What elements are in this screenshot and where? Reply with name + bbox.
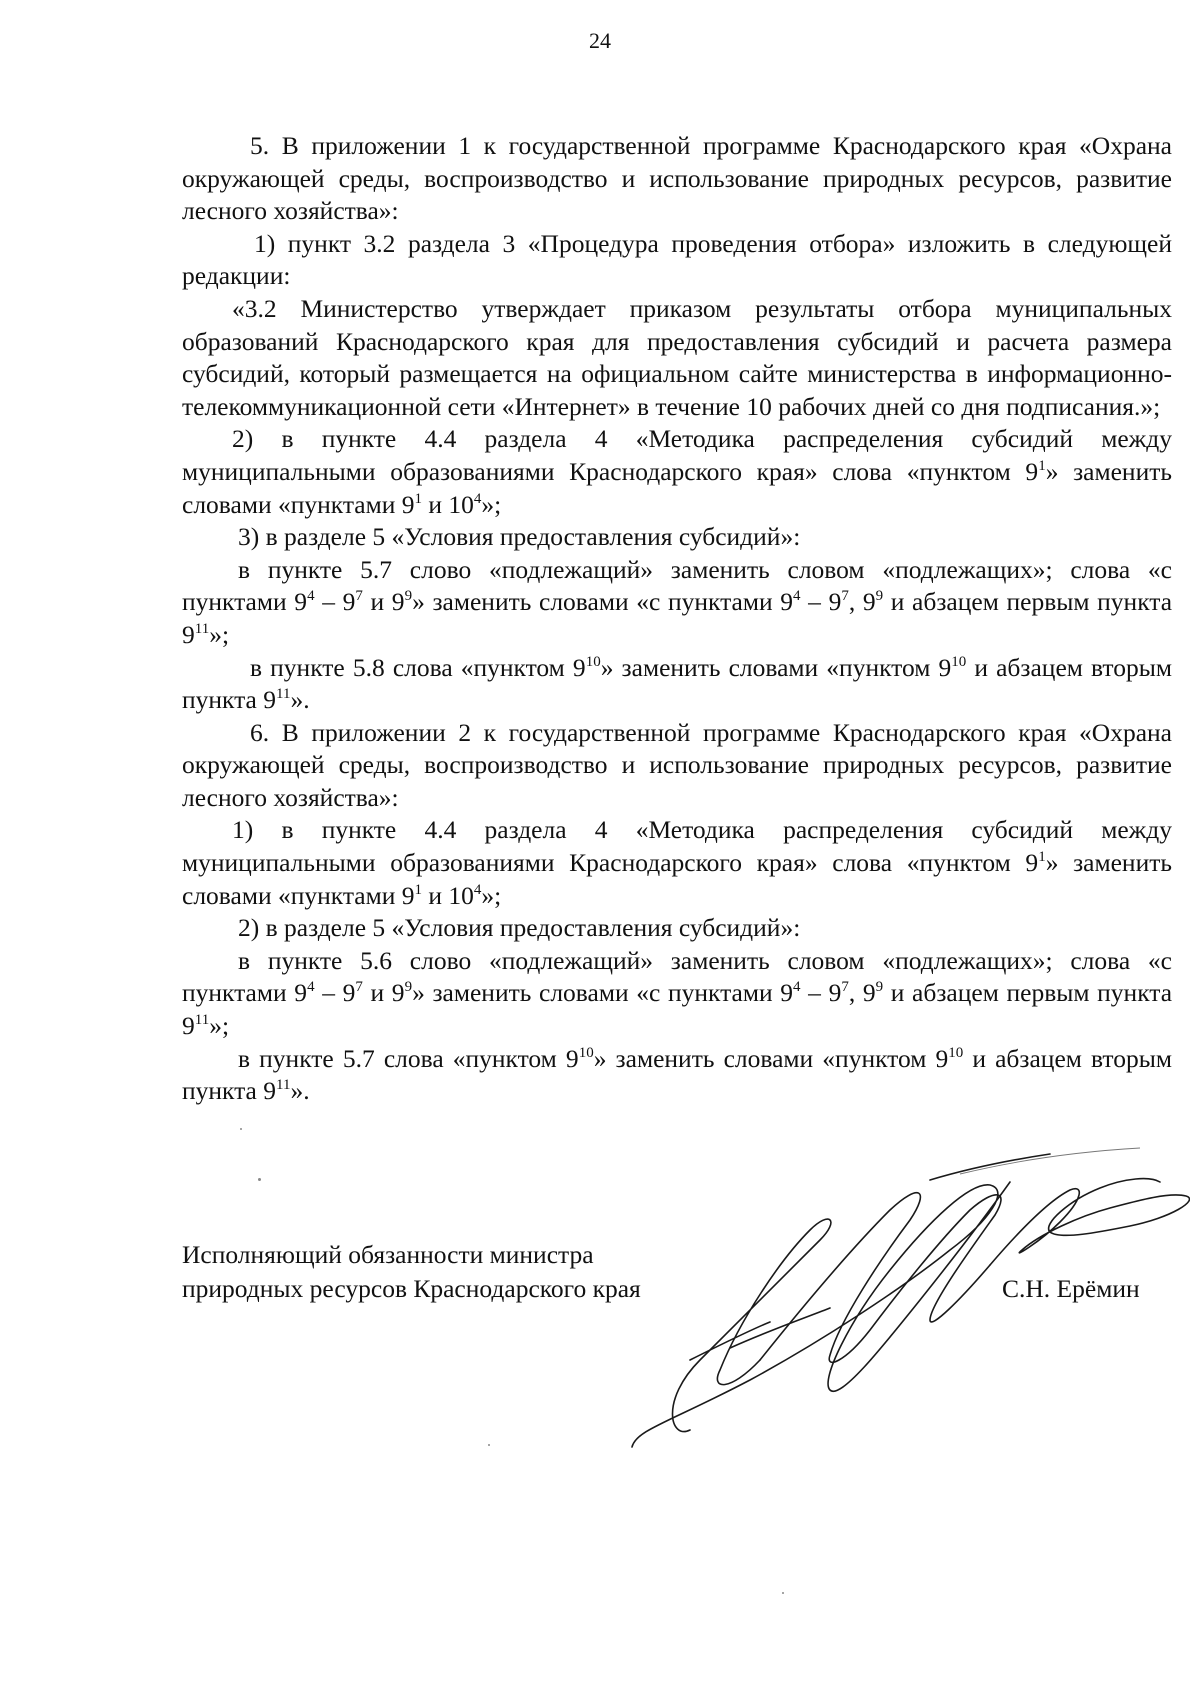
scan-speck [782, 1592, 784, 1594]
scan-speck [240, 1128, 242, 1130]
paragraph-quote-3-2: «3.2 Министерство утверждает приказом результаты отбора муниципальных образований Краснодарского края для предоставления субсидий и расчета размера субсидий, который размещается на официальном сайте министерства в информационно-телекоммуникационной сети «Интернет» в течение 10 рабочих дней со дня подписания.»; [182, 293, 1172, 421]
paragraph-item-5-2: 2) в пункте 4.4 раздела 4 «Методика распределения субсидий между муниципальными образованиями Краснодарского края» слова «пунктом $9^1$» заменить словами «пунктами $9^1$ и $10^4$»; [182, 424, 1173, 519]
paragraph-item-6-2-a: в пункте 5.6 слово «подлежащий» заменить словом «подлежащих»; слова «с пунктами $9^4 - 9^7$ и $9^9$» заменить словами «с пунктами $9^4 - 9^7$, $9^9$ и абзацем первым пункта $9^{11}$»; [182, 945, 1173, 1041]
scan-speck [488, 1444, 490, 1446]
paragraph-item-5: 5. В приложении 1 к государственной программе Краснодарского края «Охрана окружающей среды, воспроизводство и использование природных ресурсов, развитие лесного хозяйства»: [182, 131, 1172, 226]
paragraph-item-6: 6. В приложении 2 к государственной программе Краснодарского края «Охрана окружающей среды, воспроизводство и использование природных ресурсов, развитие лесного хозяйства»: [182, 717, 1172, 812]
paragraph-item-6-2-b: в пункте 5.7 слова «пунктом $9^{10}$» заменить словами «пунктом $9^{10}$ и абзацем вторым пункта $9^{11}$». [182, 1043, 1172, 1106]
paragraph-item-5-3-a: в пункте 5.7 слово «подлежащий» заменить словом «подлежащих»; слова «с пунктами $9^4 - 9^7$ и $9^9$» заменить словами «с пунктами $9^4 - 9^7$, $9^9$ и абзацем первым пункта $9^{11}$»; [182, 554, 1173, 649]
signer-title-line-1: Исполняющий обязанности министра [182, 1240, 594, 1269]
paragraph-item-6-1: 1) в пункте 4.4 раздела 4 «Методика распределения субсидий между муниципальными образованиями Краснодарского края» слова «пунктом $9^1$» заменить словами «пунктами $9^1$ и $10^4$»; [182, 815, 1173, 910]
paragraph-item-6-2: 2) в разделе 5 «Условия предоставления субсидий»: [238, 913, 801, 943]
paragraph-item-5-1: 1) пункт 3.2 раздела 3 «Процедура проведения отбора» изложить в следующей редакции: [182, 228, 1172, 291]
signer-title [182, 1238, 641, 1306]
paragraph-item-5-3-b: в пункте 5.8 слова «пунктом $9^{10}$» заменить словами «пунктом $9^{10}$ и абзацем вторым пункта $9^{11}$». [182, 652, 1172, 715]
signer-title-line-2: природных ресурсов Краснодарского края [182, 1274, 641, 1303]
paragraph-item-5-3: 3) в разделе 5 «Условия предоставления субсидий»: [238, 522, 801, 552]
page-number: 24 [589, 28, 611, 53]
signer-name: С.Н. Ерёмин [1002, 1274, 1140, 1303]
scan-speck [258, 1178, 261, 1181]
document-body [182, 130, 1172, 1108]
